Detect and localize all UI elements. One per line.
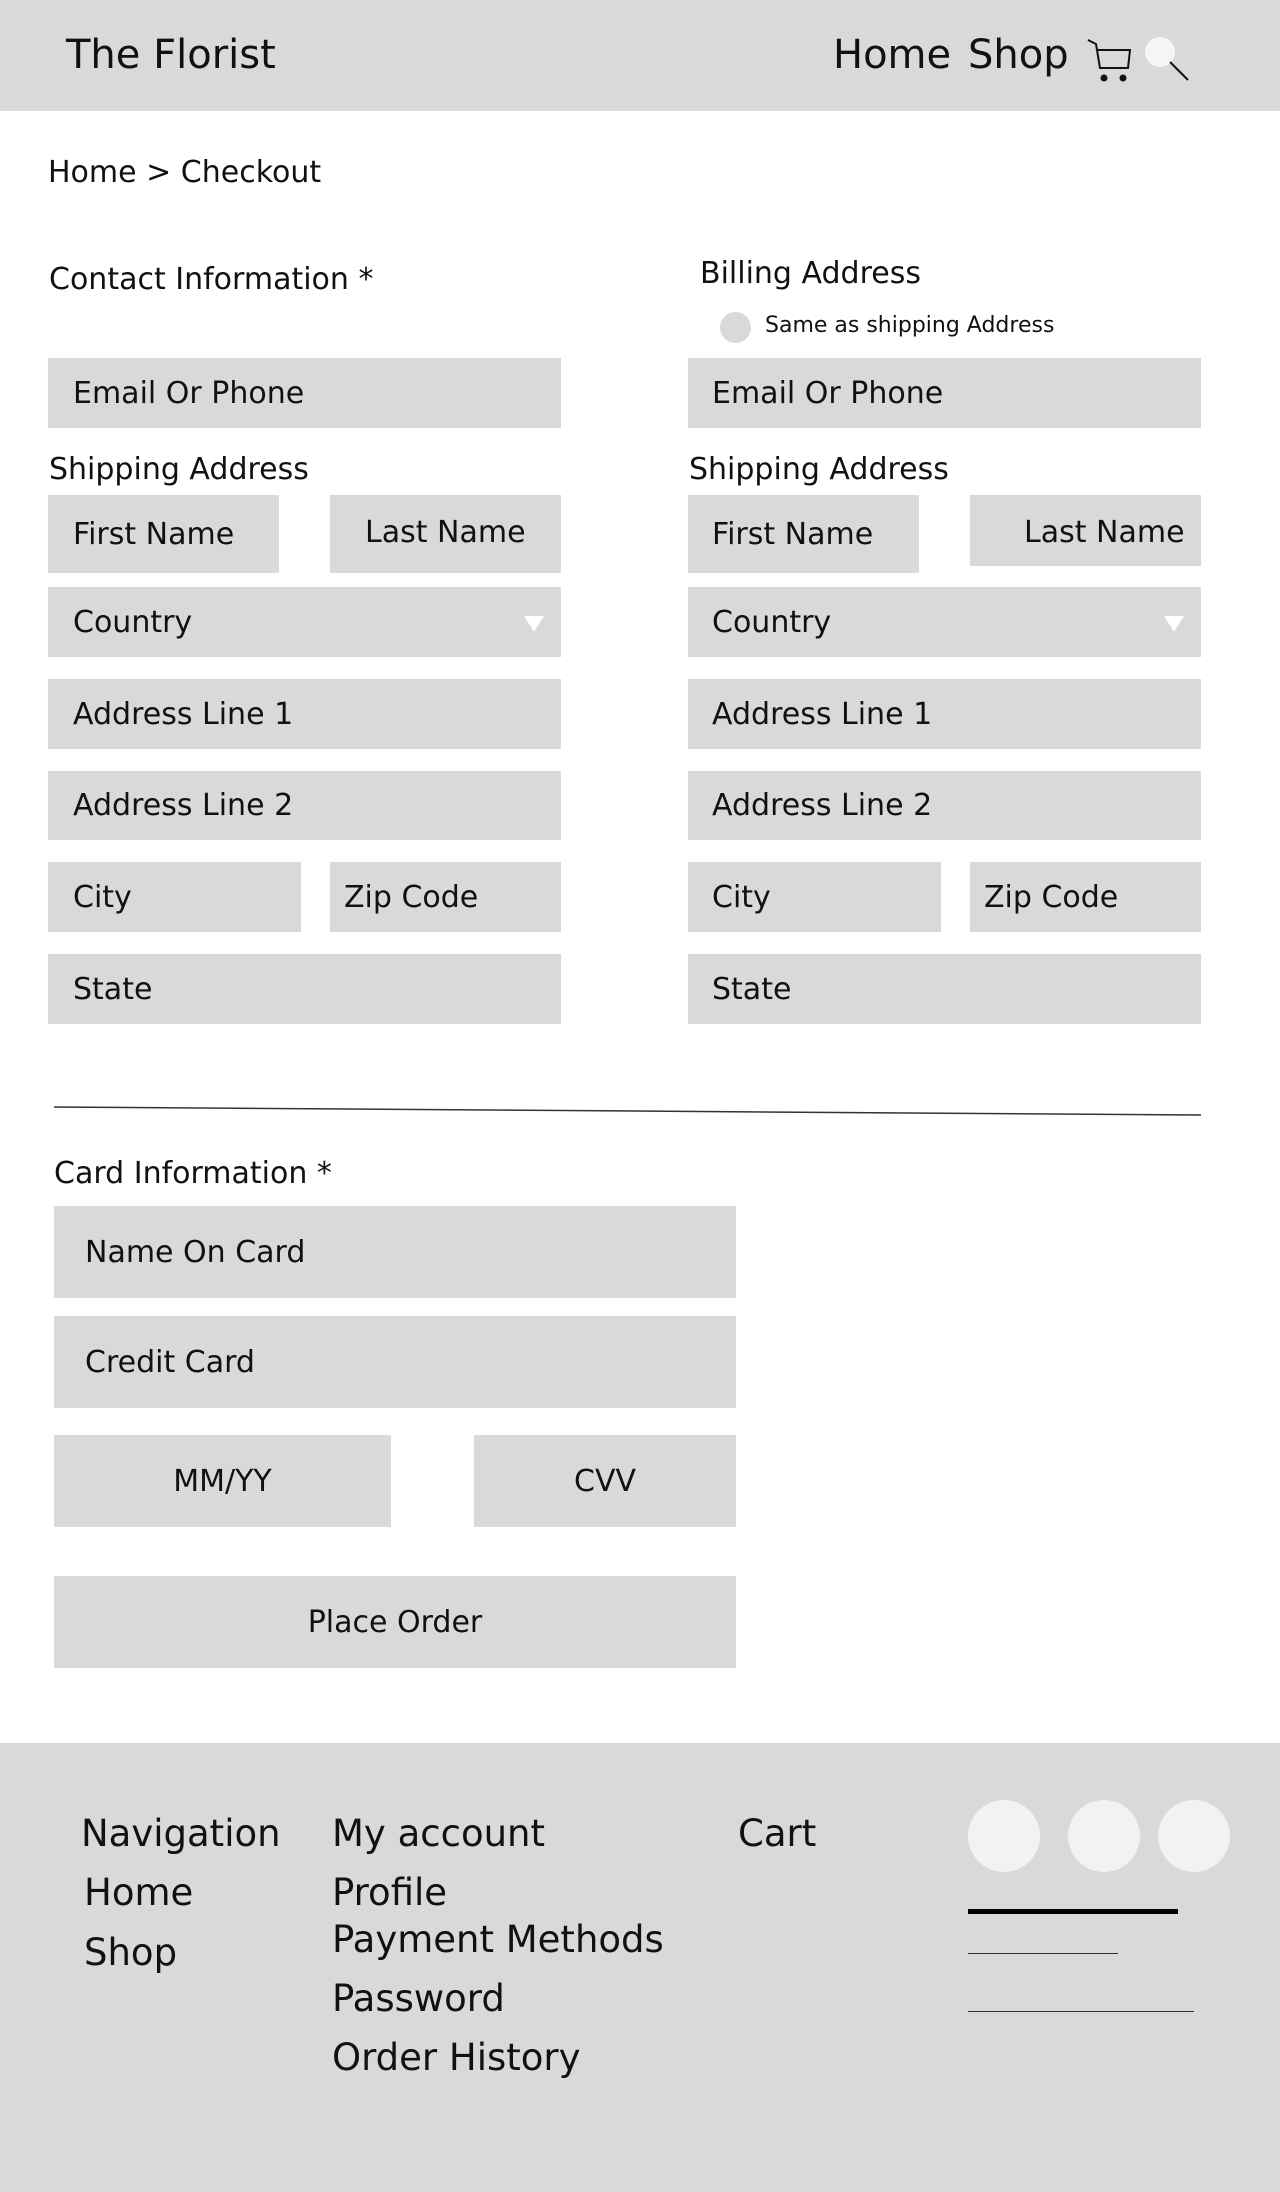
social-icon[interactable] bbox=[1068, 1800, 1140, 1872]
expiry-field[interactable] bbox=[54, 1435, 391, 1527]
contact-email-field[interactable] bbox=[48, 358, 561, 428]
same-as-shipping-radio[interactable] bbox=[720, 312, 751, 343]
cvv-field[interactable] bbox=[474, 1435, 736, 1527]
billing-last-name-placeholder: Last Name bbox=[1024, 515, 1185, 550]
contact-last-name-placeholder: Last Name bbox=[365, 515, 526, 550]
brand-logo[interactable]: The Florist bbox=[66, 32, 276, 78]
chevron-down-icon[interactable] bbox=[524, 616, 544, 632]
cvv-placeholder: CVV bbox=[574, 1463, 636, 1499]
contact-zip-placeholder: Zip Code bbox=[344, 879, 479, 915]
footer-link-payment-methods[interactable]: Payment Methods bbox=[332, 1918, 664, 1961]
contact-country-value: Country bbox=[73, 604, 193, 640]
name-on-card-field[interactable] bbox=[54, 1206, 736, 1298]
social-icon[interactable] bbox=[1158, 1800, 1230, 1872]
footer-link-shop[interactable]: Shop bbox=[84, 1931, 178, 1974]
billing-address-title: Billing Address bbox=[700, 256, 921, 291]
nav-link-shop[interactable]: Shop bbox=[968, 32, 1069, 78]
name-on-card-placeholder: Name On Card bbox=[85, 1234, 306, 1270]
billing-zip-field[interactable] bbox=[970, 862, 1201, 932]
credit-card-placeholder: Credit Card bbox=[85, 1344, 255, 1380]
footer-link-home[interactable]: Home bbox=[84, 1871, 194, 1914]
expiry-placeholder: MM/YY bbox=[173, 1463, 272, 1499]
footer-link-order-history[interactable]: Order History bbox=[332, 2036, 581, 2079]
billing-city-field[interactable] bbox=[688, 862, 941, 932]
billing-country-value: Country bbox=[712, 604, 832, 640]
footer-link-profile[interactable]: Profile bbox=[332, 1871, 448, 1914]
contact-first-name-placeholder: First Name bbox=[73, 516, 235, 552]
place-order-button[interactable] bbox=[54, 1576, 736, 1668]
billing-address1-field[interactable] bbox=[688, 679, 1201, 749]
billing-country-select[interactable] bbox=[688, 587, 1201, 657]
contact-info-title: Contact Information * bbox=[49, 262, 374, 297]
contact-address2-field[interactable] bbox=[48, 771, 561, 840]
billing-address2-field[interactable] bbox=[688, 771, 1201, 840]
breadcrumb[interactable]: Home > Checkout bbox=[48, 155, 322, 190]
social-icon[interactable] bbox=[968, 1800, 1040, 1872]
contact-address2-placeholder: Address Line 2 bbox=[73, 788, 294, 823]
nav-link-home[interactable]: Home bbox=[833, 32, 952, 78]
billing-first-name-placeholder: First Name bbox=[712, 516, 874, 552]
contact-shipping-title: Shipping Address bbox=[49, 452, 309, 487]
contact-city-placeholder: City bbox=[73, 879, 132, 915]
footer-decorative-line bbox=[968, 1953, 1118, 1954]
contact-first-name-field[interactable] bbox=[48, 495, 279, 573]
contact-state-field[interactable] bbox=[48, 954, 561, 1024]
billing-state-field[interactable] bbox=[688, 954, 1201, 1024]
credit-card-field[interactable] bbox=[54, 1316, 736, 1408]
billing-email-placeholder: Email Or Phone bbox=[712, 375, 944, 411]
billing-address2-placeholder: Address Line 2 bbox=[712, 788, 933, 823]
billing-city-placeholder: City bbox=[712, 879, 771, 915]
billing-last-name-field[interactable] bbox=[970, 495, 1201, 566]
billing-first-name-field[interactable] bbox=[688, 495, 919, 573]
contact-country-select[interactable] bbox=[48, 587, 561, 657]
card-info-title: Card Information * bbox=[54, 1156, 332, 1191]
billing-email-field[interactable] bbox=[688, 358, 1201, 428]
contact-address1-placeholder: Address Line 1 bbox=[73, 696, 294, 732]
footer-decorative-line bbox=[968, 2011, 1194, 2012]
contact-zip-field[interactable] bbox=[330, 862, 561, 932]
contact-last-name-field[interactable] bbox=[330, 495, 561, 573]
search-icon[interactable] bbox=[1142, 34, 1192, 84]
place-order-label: Place Order bbox=[307, 1604, 483, 1640]
billing-shipping-title: Shipping Address bbox=[689, 452, 949, 487]
billing-zip-placeholder: Zip Code bbox=[984, 879, 1119, 915]
section-divider bbox=[0, 1100, 1280, 1120]
same-as-shipping-label[interactable]: Same as shipping Address bbox=[765, 313, 1055, 338]
cart-icon[interactable] bbox=[1086, 36, 1134, 86]
contact-email-placeholder: Email Or Phone bbox=[73, 375, 305, 411]
footer-link-password[interactable]: Password bbox=[332, 1977, 505, 2020]
footer-navigation-title: Navigation bbox=[81, 1812, 281, 1855]
footer-account-title[interactable]: My account bbox=[332, 1812, 545, 1855]
footer-decorative-line bbox=[968, 1909, 1178, 1914]
contact-state-placeholder: State bbox=[73, 971, 153, 1007]
billing-state-placeholder: State bbox=[712, 971, 792, 1007]
chevron-down-icon[interactable] bbox=[1164, 616, 1184, 632]
contact-address1-field[interactable] bbox=[48, 679, 561, 749]
contact-city-field[interactable] bbox=[48, 862, 301, 932]
footer-cart-link[interactable]: Cart bbox=[738, 1812, 817, 1855]
billing-address1-placeholder: Address Line 1 bbox=[712, 696, 933, 732]
